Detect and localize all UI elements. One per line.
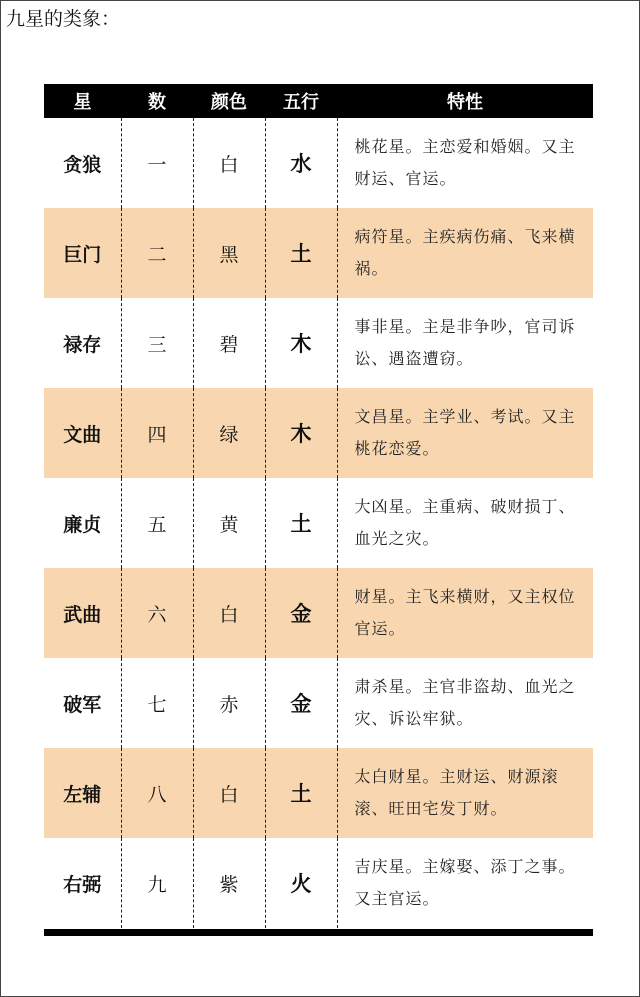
star-number: 三 <box>121 298 193 388</box>
star-name: 武曲 <box>44 568 121 658</box>
star-color: 紫 <box>193 838 265 928</box>
table-row <box>44 838 593 928</box>
star-number: 八 <box>121 748 193 838</box>
table-row <box>44 388 593 478</box>
star-color: 黑 <box>193 208 265 298</box>
star-element: 水 <box>265 118 337 208</box>
star-element: 土 <box>265 748 337 838</box>
star-element: 火 <box>265 838 337 928</box>
star-number: 七 <box>121 658 193 748</box>
star-color: 白 <box>193 568 265 658</box>
star-name: 右弼 <box>63 873 102 896</box>
star-name: 文曲 <box>44 388 121 478</box>
star-number: 四 <box>121 388 193 478</box>
table-bottom-rule <box>44 929 593 936</box>
star-name: 左辅 <box>44 748 121 838</box>
star-color: 白 <box>193 748 265 838</box>
star-number: 六 <box>121 568 193 658</box>
star-traits: 太白财星。主财运、财源滚滚、旺田宅发丁财。 <box>337 748 593 838</box>
page-title: 九星的类象： <box>6 8 121 30</box>
star-element: 木 <box>265 388 337 478</box>
star-number: 五 <box>121 478 193 568</box>
star-traits: 肃杀星。主官非盗劫、血光之灾、诉讼牢狱。 <box>337 658 593 748</box>
star-color: 赤 <box>193 658 265 748</box>
header-element: 五行 <box>265 84 337 118</box>
star-color: 白 <box>193 118 265 208</box>
star-number: 一 <box>121 118 193 208</box>
star-color: 碧 <box>193 298 265 388</box>
star-color: 绿 <box>193 388 265 478</box>
star-traits: 文昌星。主学业、考试。又主桃花恋爱。 <box>337 388 593 478</box>
star-element: 金 <box>265 658 337 748</box>
star-name: 贪狼 <box>63 153 102 176</box>
header-traits: 特性 <box>337 84 593 118</box>
star-element: 土 <box>265 208 337 298</box>
star-name: 廉贞 <box>63 513 102 536</box>
star-name: 巨门 <box>44 208 121 298</box>
table-row <box>44 478 593 568</box>
star-number: 二 <box>121 208 193 298</box>
nine-stars-table <box>44 84 593 928</box>
star-traits: 事非星。主是非争吵，官司诉讼、遇盗遭窃。 <box>337 298 593 388</box>
header-number: 数 <box>121 84 193 118</box>
table-row <box>44 658 593 748</box>
star-traits: 财星。主飞来横财，又主权位官运。 <box>337 568 593 658</box>
star-traits: 病符星。主疾病伤痛、飞来横祸。 <box>337 208 593 298</box>
table-row <box>44 568 593 658</box>
star-traits: 桃花星。主恋爱和婚姻。又主财运、官运。 <box>337 118 593 208</box>
star-number: 九 <box>121 838 193 928</box>
star-element: 土 <box>265 478 337 568</box>
table-header-row <box>44 84 593 118</box>
star-element: 金 <box>265 568 337 658</box>
star-traits: 吉庆星。主嫁娶、添丁之事。又主官运。 <box>337 838 593 928</box>
star-element: 木 <box>265 298 337 388</box>
table-row <box>44 118 593 208</box>
table-row <box>44 748 593 838</box>
star-traits: 大凶星。主重病、破财损丁、血光之灾。 <box>337 478 593 568</box>
table-row <box>44 208 593 298</box>
header-color: 颜色 <box>193 84 265 118</box>
header-star: 星 <box>44 84 121 118</box>
table-row <box>44 298 593 388</box>
star-name: 禄存 <box>63 333 102 356</box>
star-name: 破军 <box>63 693 102 716</box>
star-color: 黄 <box>193 478 265 568</box>
